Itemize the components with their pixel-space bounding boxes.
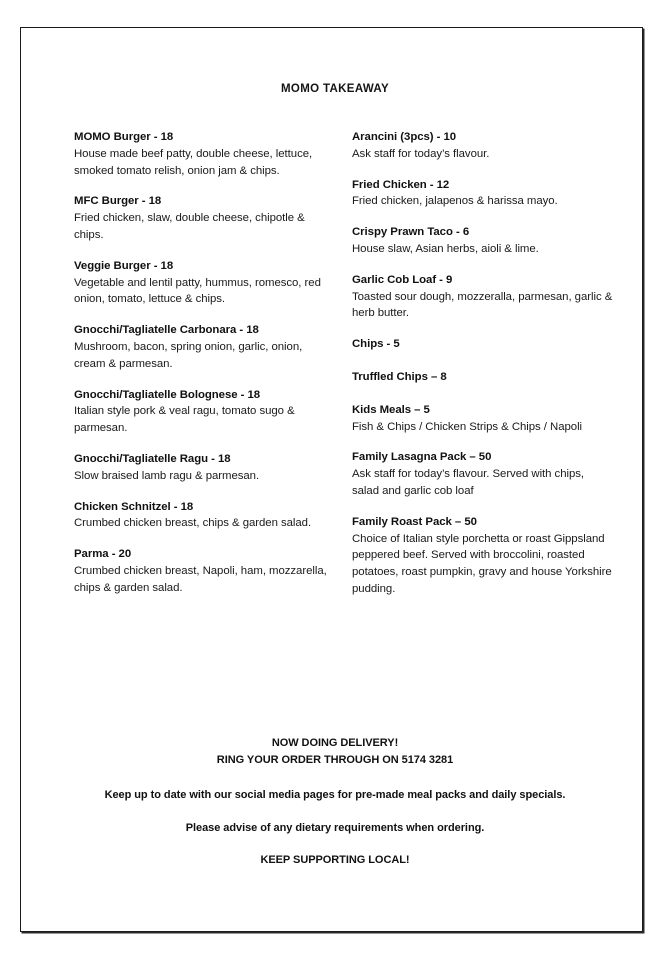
menu-item-name: MOMO Burger - 18 xyxy=(74,131,174,143)
menu-item xyxy=(352,129,614,163)
menu-item-description: House slaw, Asian herbs, aioli & lime. xyxy=(352,242,539,255)
footer-support-block xyxy=(0,852,670,869)
menu-item xyxy=(74,546,336,596)
footer-dietary-text: Please advise of any dietary requirements when ordering. xyxy=(185,822,485,834)
menu-item-description: Toasted sour dough, mozzeralla, parmesan, garlic & herb butter. xyxy=(352,290,613,320)
footer-support-text: KEEP SUPPORTING LOCAL! xyxy=(260,854,410,866)
menu-item-description: Fried chicken, slaw, double cheese, chipotle & chips. xyxy=(74,212,305,241)
menu-item-description: Fish & Chips / Chicken Strips & Chips / Napoli xyxy=(352,420,583,433)
menu-item-description: Ask staff for today’s flavour. Served with chips, salad and garlic cob loaf xyxy=(352,468,585,497)
menu-item xyxy=(74,258,336,308)
menu-item-description: House made beef patty, double cheese, lettuce, smoked tomato relish, onion jam & chips. xyxy=(74,147,313,177)
menu-item-description: Italian style pork & veal ragu, tomato sugo & parmesan. xyxy=(74,405,295,435)
menu-item xyxy=(352,369,614,386)
menu-item-name: Chicken Schnitzel - 18 xyxy=(74,500,194,513)
menu-item xyxy=(74,499,336,533)
menu-item-description: Vegetable and lentil patty, hummus, romesco, red onion, tomato, lettuce & chips. xyxy=(74,276,321,306)
menu-item xyxy=(74,387,336,437)
footer-delivery-block xyxy=(0,735,670,769)
menu-item-name: Crispy Prawn Taco - 6 xyxy=(352,226,470,239)
page-title: MOMO TAKEAWAY xyxy=(280,83,390,95)
menu-item-name: MFC Burger - 18 xyxy=(74,195,162,208)
menu-item-description: Fried chicken, jalapenos & harissa mayo. xyxy=(352,195,558,208)
menu-item-name: Kids Meals – 5 xyxy=(352,403,430,416)
menu-item-name: Arancini (3pcs) - 10 xyxy=(352,131,457,143)
menu-item-description: Ask staff for today’s flavour. xyxy=(352,147,490,160)
menu-item xyxy=(352,272,614,322)
footer-dietary-block xyxy=(0,820,670,837)
menu-item-name: Gnocchi/Tagliatelle Bolognese - 18 xyxy=(74,388,261,401)
menu-item-name: Gnocchi/Tagliatelle Ragu - 18 xyxy=(74,452,231,465)
menu-item-name: Veggie Burger - 18 xyxy=(74,259,174,272)
menu-item-name: Garlic Cob Loaf - 9 xyxy=(352,273,453,286)
menu-item xyxy=(352,514,614,598)
menu-item xyxy=(74,322,336,372)
menu-item-description: Choice of Italian style porchetta or roast Gippsland peppered beef. Served with broccolini, roasted potatoes, roast pumpkin, gravy and house Yorkshire pudding. xyxy=(352,532,612,595)
menu-item-description: Mushroom, bacon, spring onion, garlic, onion, cream & parmesan. xyxy=(74,340,303,370)
menu-item-description: Crumbed chicken breast, chips & garden salad. xyxy=(74,517,312,530)
menu-item xyxy=(352,336,614,353)
menu-item-name: Truffled Chips – 8 xyxy=(352,370,447,383)
footer-delivery-line-1: NOW DOING DELIVERY! xyxy=(271,737,399,749)
footer-social-block xyxy=(0,787,670,804)
menu-item xyxy=(74,129,336,179)
menu-item-name: Parma - 20 xyxy=(74,548,132,561)
menu-item-name: Chips - 5 xyxy=(352,338,400,351)
footer-phone-line: RING YOUR ORDER THROUGH ON 5174 3281 xyxy=(216,754,454,766)
menu-item xyxy=(352,224,614,258)
menu-item xyxy=(74,193,336,243)
menu-item-description: Crumbed chicken breast, Napoli, ham, mozzarella, chips & garden salad. xyxy=(74,564,327,594)
menu-item xyxy=(74,451,336,485)
menu-item xyxy=(352,402,614,436)
menu-item-name: Family Roast Pack – 50 xyxy=(352,515,477,528)
menu-column-right xyxy=(352,129,614,598)
menu-item-name: Family Lasagna Pack – 50 xyxy=(352,451,492,464)
menu-item-name: Fried Chicken - 12 xyxy=(352,178,450,191)
menu-item-name: Gnocchi/Tagliatelle Carbonara - 18 xyxy=(74,324,259,337)
menu-item xyxy=(352,177,614,211)
menu-item xyxy=(352,449,614,499)
footer-social-text: Keep up to date with our social media pages for pre-made meal packs and daily specials. xyxy=(104,789,566,801)
menu-column-left xyxy=(74,129,336,597)
menu-item-description: Slow braised lamb ragu & parmesan. xyxy=(74,469,260,482)
